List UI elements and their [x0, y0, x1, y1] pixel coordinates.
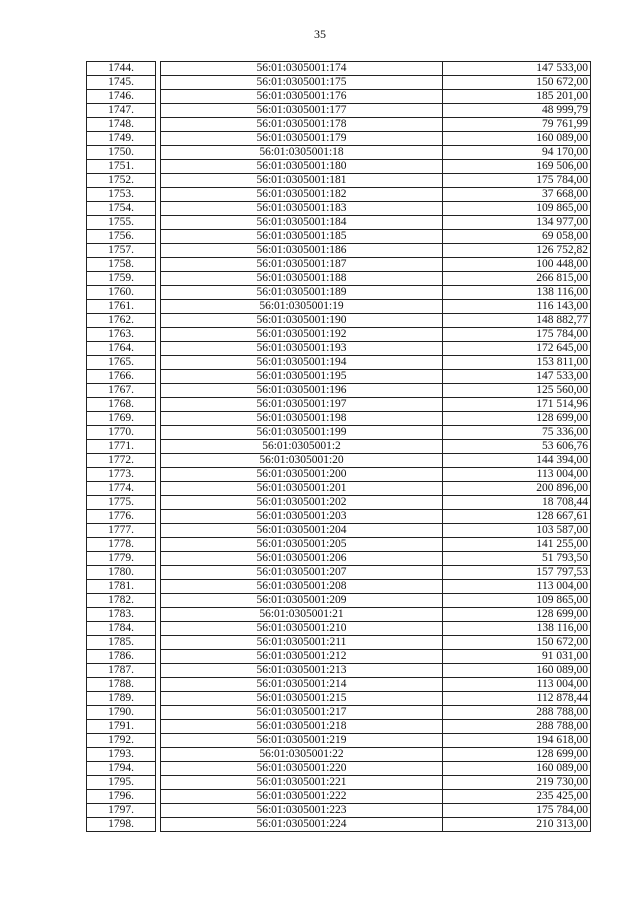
row-number-cell: 1788. [87, 678, 156, 692]
row-number-cell: 1766. [87, 370, 156, 384]
cadastral-number-cell: 56:01:0305001:20 [161, 454, 443, 468]
table-row [87, 258, 591, 272]
value-cell: 288 788,00 [443, 706, 591, 720]
cadastral-number-cell: 56:01:0305001:212 [161, 650, 443, 664]
row-number-cell: 1775. [87, 496, 156, 510]
table-row [87, 356, 591, 370]
cadastral-number-cell: 56:01:0305001:196 [161, 384, 443, 398]
cadastral-number-cell: 56:01:0305001:218 [161, 720, 443, 734]
row-number-cell: 1770. [87, 426, 156, 440]
row-number-cell: 1792. [87, 734, 156, 748]
value-cell: 138 116,00 [443, 286, 591, 300]
value-cell: 75 336,00 [443, 426, 591, 440]
table-row [87, 76, 591, 90]
cadastral-number-cell: 56:01:0305001:189 [161, 286, 443, 300]
cadastral-number-cell: 56:01:0305001:176 [161, 90, 443, 104]
cadastral-number-cell: 56:01:0305001:199 [161, 426, 443, 440]
value-cell: 103 587,00 [443, 524, 591, 538]
value-cell: 235 425,00 [443, 790, 591, 804]
table-row [87, 286, 591, 300]
value-cell: 125 560,00 [443, 384, 591, 398]
table-row [87, 650, 591, 664]
cadastral-number-cell: 56:01:0305001:202 [161, 496, 443, 510]
cadastral-number-cell: 56:01:0305001:194 [161, 356, 443, 370]
row-number-cell: 1787. [87, 664, 156, 678]
table-row [87, 524, 591, 538]
cadastral-number-cell: 56:01:0305001:22 [161, 748, 443, 762]
table-row [87, 440, 591, 454]
cadastral-number-cell: 56:01:0305001:192 [161, 328, 443, 342]
value-cell: 194 618,00 [443, 734, 591, 748]
value-cell: 128 667,61 [443, 510, 591, 524]
table-row [87, 314, 591, 328]
row-number-cell: 1748. [87, 118, 156, 132]
row-number-cell: 1763. [87, 328, 156, 342]
value-cell: 53 606,76 [443, 440, 591, 454]
value-cell: 48 999,79 [443, 104, 591, 118]
table-row [87, 748, 591, 762]
value-cell: 109 865,00 [443, 594, 591, 608]
cadastral-number-cell: 56:01:0305001:224 [161, 818, 443, 832]
row-number-cell: 1791. [87, 720, 156, 734]
cadastral-number-cell: 56:01:0305001:210 [161, 622, 443, 636]
cadastral-number-cell: 56:01:0305001:186 [161, 244, 443, 258]
table-row [87, 636, 591, 650]
value-cell: 128 699,00 [443, 412, 591, 426]
row-number-cell: 1793. [87, 748, 156, 762]
cadastral-number-cell: 56:01:0305001:222 [161, 790, 443, 804]
row-number-cell: 1750. [87, 146, 156, 160]
table-row [87, 230, 591, 244]
row-number-cell: 1745. [87, 76, 156, 90]
value-cell: 169 506,00 [443, 160, 591, 174]
row-number-cell: 1773. [87, 468, 156, 482]
value-cell: 116 143,00 [443, 300, 591, 314]
row-number-cell: 1795. [87, 776, 156, 790]
cadastral-number-cell: 56:01:0305001:185 [161, 230, 443, 244]
cadastral-number-cell: 56:01:0305001:177 [161, 104, 443, 118]
table-row [87, 566, 591, 580]
value-cell: 141 255,00 [443, 538, 591, 552]
cadastral-number-cell: 56:01:0305001:190 [161, 314, 443, 328]
cadastral-number-cell: 56:01:0305001:208 [161, 580, 443, 594]
row-number-cell: 1761. [87, 300, 156, 314]
table-row [87, 146, 591, 160]
cadastral-number-cell: 56:01:0305001:18 [161, 146, 443, 160]
row-number-cell: 1749. [87, 132, 156, 146]
cadastral-number-cell: 56:01:0305001:204 [161, 524, 443, 538]
cadastral-number-cell: 56:01:0305001:21 [161, 608, 443, 622]
cadastral-number-cell: 56:01:0305001:195 [161, 370, 443, 384]
cadastral-number-cell: 56:01:0305001:206 [161, 552, 443, 566]
table-row [87, 664, 591, 678]
row-number-cell: 1786. [87, 650, 156, 664]
row-number-cell: 1778. [87, 538, 156, 552]
row-number-cell: 1796. [87, 790, 156, 804]
cadastral-number-cell: 56:01:0305001:184 [161, 216, 443, 230]
row-number-cell: 1798. [87, 818, 156, 832]
row-number-cell: 1769. [87, 412, 156, 426]
value-cell: 160 089,00 [443, 664, 591, 678]
table-row [87, 454, 591, 468]
value-cell: 157 797,53 [443, 566, 591, 580]
value-cell: 200 896,00 [443, 482, 591, 496]
row-number-cell: 1767. [87, 384, 156, 398]
value-cell: 153 811,00 [443, 356, 591, 370]
row-number-cell: 1790. [87, 706, 156, 720]
table-row [87, 90, 591, 104]
row-number-cell: 1758. [87, 258, 156, 272]
table-row [87, 622, 591, 636]
cadastral-number-cell: 56:01:0305001:193 [161, 342, 443, 356]
cadastral-number-cell: 56:01:0305001:183 [161, 202, 443, 216]
table-row [87, 552, 591, 566]
table-row [87, 734, 591, 748]
row-number-cell: 1783. [87, 608, 156, 622]
cadastral-number-cell: 56:01:0305001:182 [161, 188, 443, 202]
cadastral-number-cell: 56:01:0305001:174 [161, 62, 443, 76]
table-row [87, 188, 591, 202]
value-cell: 113 004,00 [443, 468, 591, 482]
table-row [87, 692, 591, 706]
row-number-cell: 1765. [87, 356, 156, 370]
table-row [87, 608, 591, 622]
value-cell: 150 672,00 [443, 636, 591, 650]
row-number-cell: 1762. [87, 314, 156, 328]
value-cell: 113 004,00 [443, 580, 591, 594]
table-row [87, 398, 591, 412]
table-row [87, 706, 591, 720]
value-cell: 18 708,44 [443, 496, 591, 510]
table-row [87, 510, 591, 524]
table-row [87, 384, 591, 398]
table-row [87, 300, 591, 314]
cadastral-number-cell: 56:01:0305001:200 [161, 468, 443, 482]
table-row [87, 216, 591, 230]
cadastral-number-cell: 56:01:0305001:178 [161, 118, 443, 132]
cadastral-number-cell: 56:01:0305001:215 [161, 692, 443, 706]
row-number-cell: 1746. [87, 90, 156, 104]
table-row [87, 468, 591, 482]
cadastral-number-cell: 56:01:0305001:220 [161, 762, 443, 776]
cadastral-number-cell: 56:01:0305001:181 [161, 174, 443, 188]
value-cell: 79 761,99 [443, 118, 591, 132]
cadastral-number-cell: 56:01:0305001:223 [161, 804, 443, 818]
value-cell: 266 815,00 [443, 272, 591, 286]
value-cell: 113 004,00 [443, 678, 591, 692]
table-row [87, 62, 591, 76]
row-number-cell: 1756. [87, 230, 156, 244]
row-number-cell: 1774. [87, 482, 156, 496]
cadastral-number-cell: 56:01:0305001:175 [161, 76, 443, 90]
cadastral-number-cell: 56:01:0305001:219 [161, 734, 443, 748]
cadastral-number-cell: 56:01:0305001:207 [161, 566, 443, 580]
cadastral-number-cell: 56:01:0305001:179 [161, 132, 443, 146]
table-row [87, 762, 591, 776]
table-row [87, 118, 591, 132]
value-cell: 175 784,00 [443, 328, 591, 342]
value-cell: 160 089,00 [443, 132, 591, 146]
row-number-cell: 1760. [87, 286, 156, 300]
value-cell: 144 394,00 [443, 454, 591, 468]
row-number-cell: 1784. [87, 622, 156, 636]
row-number-cell: 1797. [87, 804, 156, 818]
value-cell: 112 878,44 [443, 692, 591, 706]
value-cell: 134 977,00 [443, 216, 591, 230]
cadastral-number-cell: 56:01:0305001:197 [161, 398, 443, 412]
table-row [87, 482, 591, 496]
row-number-cell: 1747. [87, 104, 156, 118]
table-row [87, 272, 591, 286]
cadastral-number-cell: 56:01:0305001:221 [161, 776, 443, 790]
table-row [87, 720, 591, 734]
cadastral-number-cell: 56:01:0305001:187 [161, 258, 443, 272]
row-number-cell: 1771. [87, 440, 156, 454]
table-row [87, 790, 591, 804]
table-row [87, 818, 591, 832]
row-number-cell: 1753. [87, 188, 156, 202]
value-cell: 148 882,77 [443, 314, 591, 328]
cadastral-number-cell: 56:01:0305001:198 [161, 412, 443, 426]
value-cell: 69 058,00 [443, 230, 591, 244]
value-cell: 37 668,00 [443, 188, 591, 202]
value-cell: 100 448,00 [443, 258, 591, 272]
cadastral-number-cell: 56:01:0305001:211 [161, 636, 443, 650]
value-cell: 219 730,00 [443, 776, 591, 790]
page-number: 35 [314, 27, 326, 41]
table-row [87, 426, 591, 440]
cadastral-number-cell: 56:01:0305001:188 [161, 272, 443, 286]
row-number-cell: 1794. [87, 762, 156, 776]
row-number-cell: 1759. [87, 272, 156, 286]
cadastral-number-cell: 56:01:0305001:19 [161, 300, 443, 314]
value-cell: 160 089,00 [443, 762, 591, 776]
table-row [87, 132, 591, 146]
row-number-cell: 1782. [87, 594, 156, 608]
row-number-cell: 1754. [87, 202, 156, 216]
cadastral-number-cell: 56:01:0305001:213 [161, 664, 443, 678]
row-number-cell: 1757. [87, 244, 156, 258]
row-number-cell: 1772. [87, 454, 156, 468]
table-row [87, 342, 591, 356]
table-row [87, 580, 591, 594]
value-cell: 185 201,00 [443, 90, 591, 104]
row-number-cell: 1789. [87, 692, 156, 706]
row-number-cell: 1755. [87, 216, 156, 230]
table-row [87, 174, 591, 188]
cadastral-number-cell: 56:01:0305001:2 [161, 440, 443, 454]
value-cell: 138 116,00 [443, 622, 591, 636]
row-number-cell: 1785. [87, 636, 156, 650]
value-cell: 94 170,00 [443, 146, 591, 160]
table-row [87, 538, 591, 552]
table-row [87, 412, 591, 426]
cadastral-number-cell: 56:01:0305001:201 [161, 482, 443, 496]
table-row [87, 804, 591, 818]
table-row [87, 594, 591, 608]
row-number-cell: 1780. [87, 566, 156, 580]
value-cell: 288 788,00 [443, 720, 591, 734]
table-row [87, 202, 591, 216]
cadastral-number-cell: 56:01:0305001:203 [161, 510, 443, 524]
row-number-cell: 1768. [87, 398, 156, 412]
value-cell: 109 865,00 [443, 202, 591, 216]
table-row [87, 104, 591, 118]
cadastral-number-cell: 56:01:0305001:217 [161, 706, 443, 720]
table-row [87, 678, 591, 692]
value-cell: 210 313,00 [443, 818, 591, 832]
cadastral-number-cell: 56:01:0305001:205 [161, 538, 443, 552]
row-number-cell: 1776. [87, 510, 156, 524]
value-cell: 51 793,50 [443, 552, 591, 566]
cadastral-number-cell: 56:01:0305001:180 [161, 160, 443, 174]
value-cell: 126 752,82 [443, 244, 591, 258]
table-row [87, 160, 591, 174]
row-number-cell: 1751. [87, 160, 156, 174]
data-table [86, 61, 591, 832]
table-row [87, 370, 591, 384]
table-body [87, 62, 591, 832]
value-cell: 175 784,00 [443, 804, 591, 818]
row-number-cell: 1779. [87, 552, 156, 566]
table-row [87, 328, 591, 342]
row-number-cell: 1777. [87, 524, 156, 538]
cadastral-number-cell: 56:01:0305001:209 [161, 594, 443, 608]
value-cell: 128 699,00 [443, 608, 591, 622]
cadastral-number-cell: 56:01:0305001:214 [161, 678, 443, 692]
row-number-cell: 1752. [87, 174, 156, 188]
value-cell: 128 699,00 [443, 748, 591, 762]
table-row [87, 496, 591, 510]
row-number-cell: 1764. [87, 342, 156, 356]
table-row [87, 244, 591, 258]
row-number-cell: 1744. [87, 62, 156, 76]
table-row [87, 776, 591, 790]
value-cell: 171 514,96 [443, 398, 591, 412]
value-cell: 91 031,00 [443, 650, 591, 664]
value-cell: 172 645,00 [443, 342, 591, 356]
value-cell: 147 533,00 [443, 62, 591, 76]
row-number-cell: 1781. [87, 580, 156, 594]
value-cell: 147 533,00 [443, 370, 591, 384]
value-cell: 175 784,00 [443, 174, 591, 188]
value-cell: 150 672,00 [443, 76, 591, 90]
